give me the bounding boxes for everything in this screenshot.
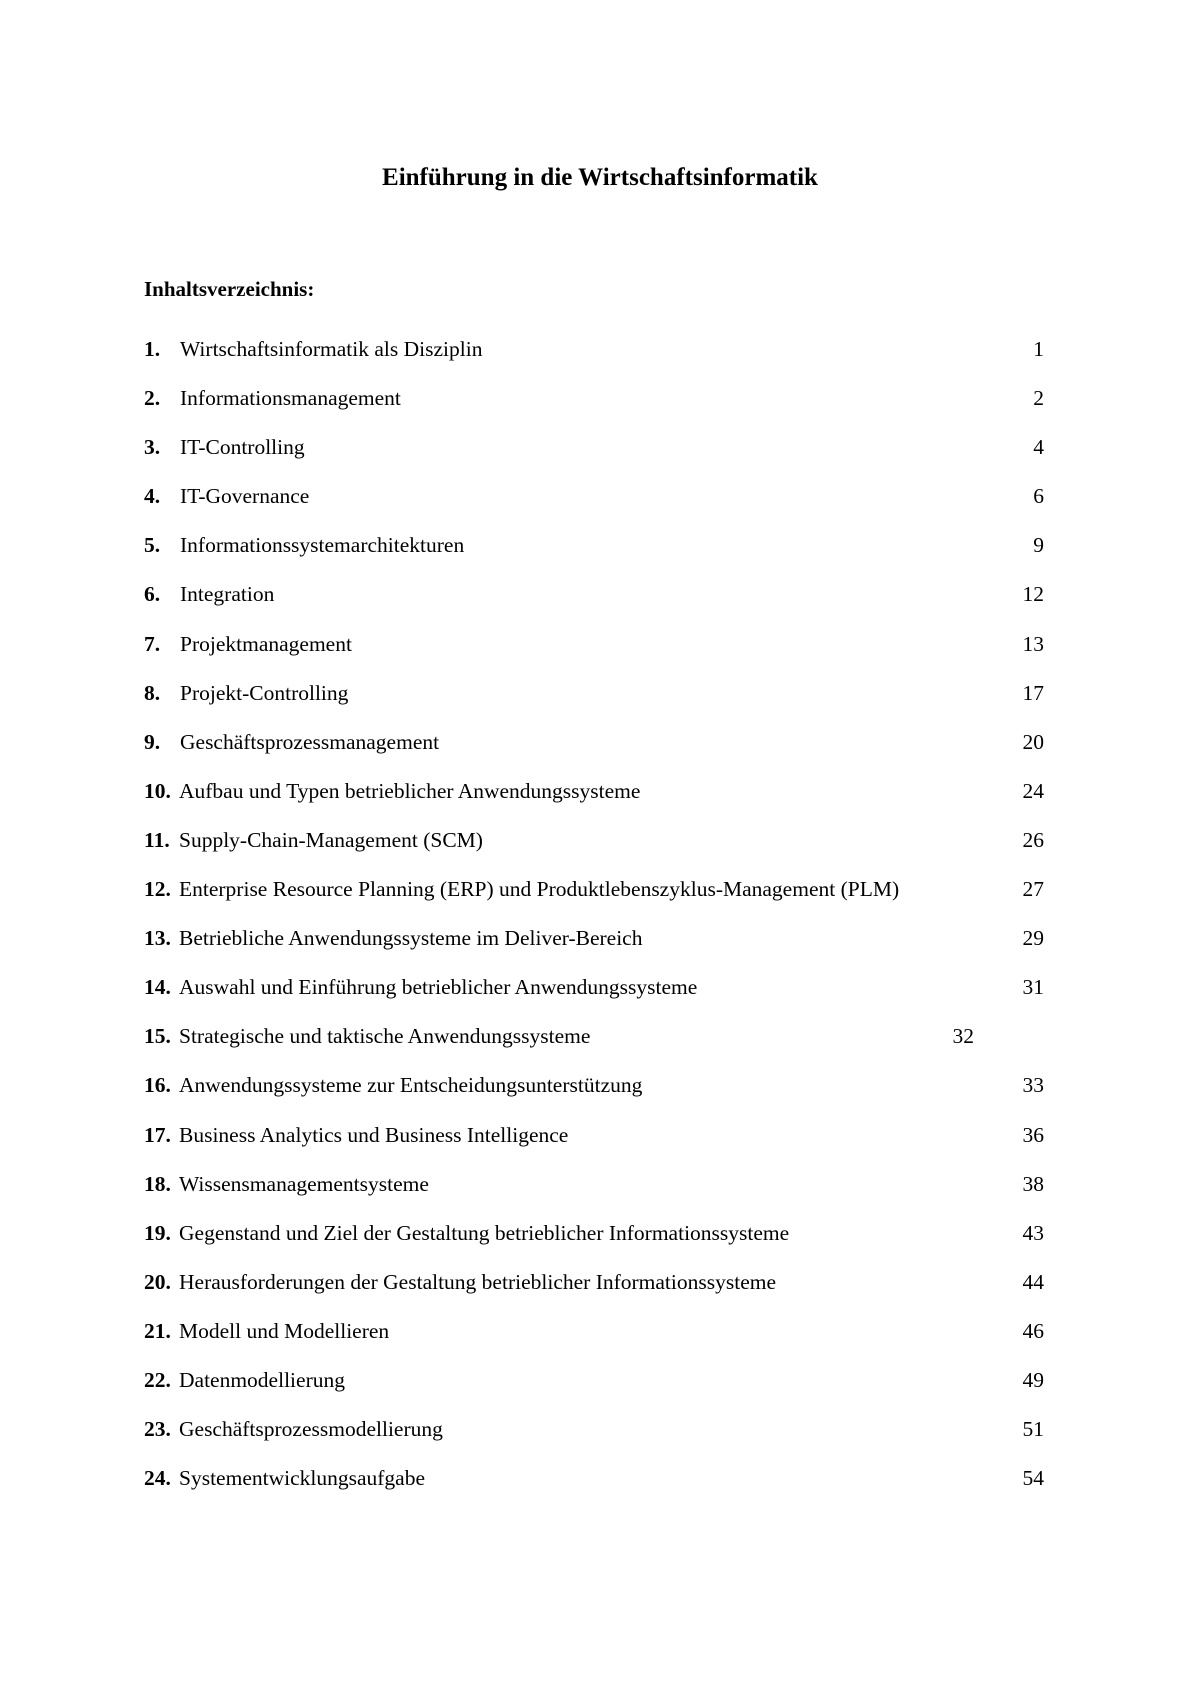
toc-entry-title: Auswahl und Einführung betrieblicher Anwendungssysteme	[179, 975, 698, 1000]
toc-entry	[144, 481, 1044, 530]
toc-entry-page-number: 26	[1022, 827, 1044, 852]
toc-entry	[144, 1463, 1044, 1512]
toc-entry-title: IT-Controlling	[180, 435, 305, 460]
toc-entry-page-number: 36	[1022, 1122, 1044, 1147]
toc-entry-page-number: 1	[1033, 337, 1044, 361]
toc-entry-page-number: 6	[1033, 484, 1044, 509]
toc-entry-title: Supply-Chain-Management (SCM)	[179, 827, 483, 852]
toc-entry-title: Anwendungssysteme zur Entscheidungsunterstützung	[179, 1073, 643, 1098]
toc-entry-title: Herausforderungen der Gestaltung betrieblicher Informationssysteme	[179, 1269, 777, 1294]
toc-entry-number: 21.	[144, 1318, 171, 1343]
toc-entry-number: 17.	[144, 1122, 171, 1147]
toc-entry-title: Wissensmanagementsysteme	[179, 1171, 429, 1196]
toc-entry-number: 2.	[144, 386, 161, 411]
toc-entry	[144, 972, 1044, 1021]
document-title: Einführung in die Wirtschaftsinformatik	[382, 163, 818, 191]
toc-entry-page-number: 43	[1022, 1220, 1044, 1245]
toc-entry-number: 8.	[144, 680, 161, 705]
toc-entry-page-number: 12	[1022, 582, 1044, 607]
toc-entry-page-number: 9	[1033, 533, 1044, 558]
toc-heading: Inhaltsverzeichnis:	[144, 277, 315, 301]
toc-entry-number: 9.	[144, 729, 161, 754]
toc-entry	[144, 825, 1044, 874]
toc-entry	[144, 530, 1044, 579]
toc-entry-page-number: 44	[1022, 1269, 1044, 1294]
toc-entry-number: 11.	[144, 827, 170, 852]
toc-entry	[144, 1021, 1044, 1070]
toc-entry-title: Enterprise Resource Planning (ERP) und Produktlebenszyklus-Management (PLM)	[179, 877, 900, 902]
toc-entry-page-number: 27	[1022, 877, 1044, 902]
toc-entry-title: Modell und Modellieren	[179, 1318, 390, 1343]
toc-entry-number: 18.	[144, 1171, 171, 1196]
toc-entry-number: 6.	[144, 582, 161, 607]
toc-entry-title: IT-Governance	[180, 484, 310, 509]
toc-entry-page-number: 24	[1022, 778, 1044, 803]
toc-entry-number: 12.	[144, 877, 171, 902]
toc-entry	[144, 1414, 1044, 1463]
toc-entry-number: 22.	[144, 1367, 171, 1392]
toc-entry-title: Betriebliche Anwendungssysteme im Deliver-Bereich	[179, 926, 643, 951]
toc-entry	[144, 432, 1044, 481]
toc-entry	[144, 923, 1044, 972]
toc-entry-number: 4.	[144, 484, 161, 509]
toc-entry-page-number: 32	[952, 1024, 974, 1049]
toc-entry-title: Wirtschaftsinformatik als Disziplin	[180, 337, 483, 361]
toc-entry	[144, 1120, 1044, 1169]
toc-entry-title: Strategische und taktische Anwendungssysteme	[179, 1024, 591, 1049]
toc-entry	[144, 1316, 1044, 1365]
toc-entry-page-number: 29	[1022, 926, 1044, 951]
toc-entry-page-number: 31	[1022, 975, 1044, 1000]
toc-entry-number: 10.	[144, 778, 171, 803]
toc-entry	[144, 776, 1044, 825]
toc-entry-number: 3.	[144, 435, 161, 460]
toc-entry-title: Geschäftsprozessmanagement	[180, 729, 440, 754]
toc-entry	[144, 334, 1044, 383]
toc-entry	[144, 678, 1044, 727]
toc-entry	[144, 1365, 1044, 1414]
toc-entry	[144, 1267, 1044, 1316]
toc-entry	[144, 579, 1044, 628]
toc-entry-number: 14.	[144, 975, 171, 1000]
toc-entry-page-number: 33	[1022, 1073, 1044, 1098]
toc-entry-page-number: 20	[1022, 729, 1044, 754]
toc-entry	[144, 383, 1044, 432]
toc-entry-title: Geschäftsprozessmodellierung	[179, 1417, 443, 1442]
toc-entry-page-number: 49	[1022, 1367, 1044, 1392]
toc-entry-page-number: 17	[1022, 680, 1044, 705]
toc-entry-title: Informationssystemarchitekturen	[180, 533, 465, 558]
toc-entry-number: 5.	[144, 533, 161, 558]
toc-entry-title: Business Analytics und Business Intelligence	[179, 1122, 569, 1147]
toc-entry-number: 13.	[144, 926, 171, 951]
toc-entry-number: 15.	[144, 1024, 171, 1049]
toc-entry	[144, 874, 1044, 923]
toc-entry-page-number: 13	[1022, 631, 1044, 656]
toc-entry-title: Integration	[180, 582, 275, 607]
toc-entry-title: Informationsmanagement	[180, 386, 401, 411]
toc-entry-number: 24.	[144, 1466, 171, 1491]
toc-entry-number: 7.	[144, 631, 161, 656]
toc-entry-page-number: 2	[1033, 386, 1044, 411]
toc-entry-title: Aufbau und Typen betrieblicher Anwendungssysteme	[179, 778, 641, 803]
toc-entry-page-number: 38	[1022, 1171, 1044, 1196]
toc-entry-number: 23.	[144, 1417, 171, 1442]
toc-entry-page-number: 46	[1022, 1318, 1044, 1343]
toc-entry-title: Datenmodellierung	[179, 1367, 345, 1392]
toc-entry	[144, 1218, 1044, 1267]
toc-entry	[144, 727, 1044, 776]
toc-entry-number: 16.	[144, 1073, 171, 1098]
toc-entry-page-number: 51	[1022, 1417, 1044, 1442]
toc-entry	[144, 1169, 1044, 1218]
toc-entry-title: Projektmanagement	[180, 631, 352, 656]
toc-entry-title: Systementwicklungsaufgabe	[179, 1466, 426, 1491]
toc-entry-number: 19.	[144, 1220, 171, 1245]
table-of-contents	[144, 334, 1044, 1512]
toc-entry-number: 20.	[144, 1269, 171, 1294]
toc-entry-page-number: 4	[1033, 435, 1044, 460]
toc-entry-title: Gegenstand und Ziel der Gestaltung betrieblicher Informationssysteme	[179, 1220, 790, 1245]
toc-entry-title: Projekt-Controlling	[180, 680, 349, 705]
toc-entry	[144, 1070, 1044, 1119]
toc-entry-number: 1.	[144, 337, 161, 361]
toc-entry-page-number: 54	[1022, 1466, 1044, 1491]
toc-entry	[144, 629, 1044, 678]
